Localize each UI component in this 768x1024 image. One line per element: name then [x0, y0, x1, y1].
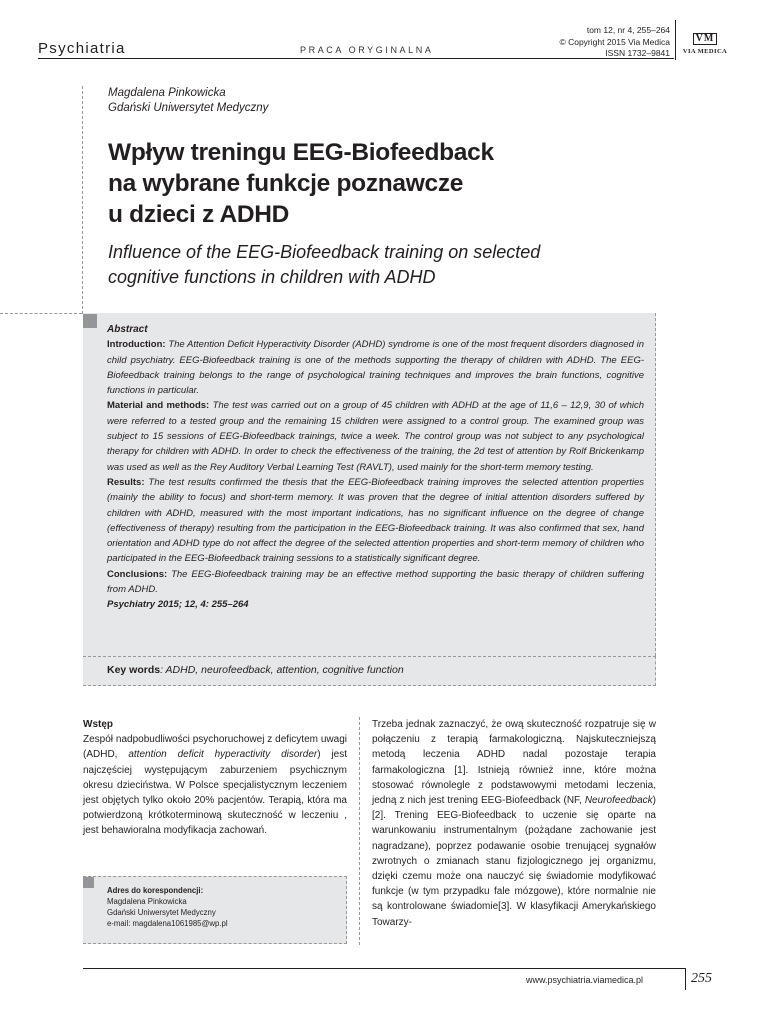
title-english-line: Influence of the EEG-Biofeedback training on selected — [108, 242, 541, 262]
abstract-introduction — [107, 337, 644, 398]
methods-label: Material and methods: — [107, 400, 210, 412]
logo-separator — [675, 20, 676, 60]
results-text: The test results confirmed the thesis that the EEG-Biofeedback training improves the selected attention properties (mainly the ability to focus) and short-term memory. It was proven that the degree of initial attention disorders suffered by children with ADHD, measured with the most important indications, has no significant influence on the degree of change (effectiveness of therapy) resulting from the participation in the EEG-Biofeedback training. It was also confirmed that sex, hand orientation and ADHD type do not affect the degree of the selected attention properties and short-term memory of children who participated in the EEG-Biofeedback training sessions to a statistically significant degree. — [107, 476, 644, 565]
column-divider — [359, 717, 360, 945]
author-name: Magdalena Pinkowicka — [108, 87, 226, 99]
correspondence-marker — [83, 877, 94, 888]
keywords — [107, 664, 404, 676]
copyright-line: © Copyright 2015 Via Medica — [559, 36, 670, 47]
paragraph-text: ) [2]. Trening EEG-Biofeedback to uczenie się oparte na warunkowaniu instrumentalnym (pożądane zachowanie jest nagradzane), poprzez podawanie osobie trenującej sygnałów zwrotnych o zmianach stanu fizjologicznego jej organizmu, dzięki czemu może ona nauczyć się świadomie modyfikować funkcje (w tym przypadku fale mózgowe), które normalnie nie są kontrolowane świadomie[3]. W klasyfikacji Amerykańskiego Towarzy- — [372, 795, 656, 928]
title-english — [108, 240, 708, 290]
results-label: Results: — [107, 476, 145, 488]
correspondence-name: Magdalena Pinkowicka — [107, 897, 187, 906]
abstract-results — [107, 475, 644, 567]
issn-line: ISSN 1732–9841 — [605, 48, 670, 58]
body-right-column — [372, 717, 656, 930]
logo-text: VIA MEDICA — [682, 48, 728, 55]
volume-info: tom 12, nr 4, 255–264 — [586, 25, 670, 35]
title-polish-line: na wybrane funkcje poznawcze — [108, 170, 464, 197]
methods-text: The test was carried out on a group of 45 children with ADHD at the age of 11,6 – 12,9, 30 of which were referred to a tested group and the remaining 15 children were assigned to a control group. The examined group was subject to 15 sessions of EEG-Biofeedback trainings, twice a week. The control group was not subject to any psychological therapy for children with ADHD. In order to check the effectiveness of the training, the 2d test of attention by Rolf Brickenkamp was used as well as the Rey Auditory Verbal Learning Test (RAVLT), used mainly for the short-term memory testing. — [107, 400, 644, 473]
author-affiliation: Gdański Uniwersytet Medyczny — [108, 102, 269, 114]
abstract-content — [107, 322, 644, 613]
left-dashed-guide — [82, 86, 83, 314]
author-block — [108, 86, 268, 116]
article-type-label: PRACA ORYGINALNA — [300, 45, 434, 55]
left-dashed-connector — [0, 313, 82, 314]
paragraph-text: Zespół nadpobudliwości psychoruchowej z deficytem uwagi (ADHD, — [83, 734, 347, 761]
logo-mark: VM — [693, 33, 718, 45]
conclusions-label: Conclusions: — [107, 568, 168, 580]
correspondence-content — [107, 885, 228, 929]
header-rule — [38, 58, 674, 59]
title-polish — [108, 137, 668, 230]
abstract-conclusions — [107, 567, 644, 598]
keywords-label: Key words — [107, 664, 161, 676]
intro-paragraph — [83, 732, 347, 838]
title-english-line: cognitive functions in children with ADHD — [108, 267, 436, 287]
journal-url[interactable]: www.psychiatria.viamedica.pl — [526, 975, 644, 985]
footer-rule — [83, 968, 685, 969]
citation: Psychiatry 2015; 12, 4: 255–264 — [107, 599, 249, 611]
footer-separator — [685, 968, 686, 990]
title-polish-line: u dzieci z ADHD — [108, 201, 290, 228]
correspondence-email: e-mail: magdalena1061985@wp.pl — [107, 919, 228, 928]
paragraph-italic: attention deficit hyperactivity disorder — [128, 749, 318, 761]
paragraph-italic: Neurofeedback — [584, 795, 653, 807]
correspondence-institution: Gdański Uniwersytet Medyczny — [107, 908, 216, 917]
abstract-heading: Abstract — [107, 324, 148, 335]
publisher-logo — [680, 28, 730, 55]
abstract-methods — [107, 398, 644, 474]
title-polish-line: Wpływ treningu EEG-Biofeedback — [108, 139, 494, 166]
section-heading: Wstęp — [83, 719, 113, 730]
correspondence-label: Adres do korespondencji: — [107, 886, 204, 895]
page-number: 255 — [691, 971, 712, 986]
introduction-text: The Attention Deficit Hyperactivity Disorder (ADHD) syndrome is one of the most frequent disorders diagnosed in child psychiatry. EEG-Biofeedback training is one of the methods supporting the therapy of children with ADHD. The EEG-Biofeedback training belongs to the range of psychological training techniques and improves the brain functions, cognitive functions in particular. — [107, 339, 645, 397]
introduction-label: Introduction: — [107, 339, 166, 351]
journal-name: Psychiatria — [38, 40, 126, 57]
conclusions-text: The EEG-Biofeedback training may be an effective method supporting the basic therapy of children suffering from ADHD. — [107, 568, 644, 596]
body-left-column — [83, 717, 347, 839]
paragraph-text: Trzeba jednak zaznaczyć, że ową skuteczność rozpatruje się w połączeniu z terapią farmakologiczną. Najskuteczniejszą metodą leczenia ADHD nadal pozostaje terapia farmakologiczna [1]. Istnieją również inne, które można stosować równolegle z podstawowymi metodami leczenia, jedną z nich jest trening EEG-Biofeedback (NF, — [372, 719, 656, 807]
publication-meta — [470, 25, 670, 60]
abstract-marker — [83, 314, 97, 328]
keywords-list: : ADHD, neurofeedback, attention, cognitive function — [160, 664, 404, 676]
paragraph-text: ) jest najczęściej występującym zaburzeniem psychicznym okresu dzieciństwa. W Polsce specjalistycznym leczeniem jest objętych tylko około 20% pacjentów. Terapią, która ma potwierdzoną krótkoterminową skuteczność w leczeniu , jest behawioralna modyfikacja zachowań. — [83, 749, 348, 837]
body-paragraph — [372, 717, 656, 930]
